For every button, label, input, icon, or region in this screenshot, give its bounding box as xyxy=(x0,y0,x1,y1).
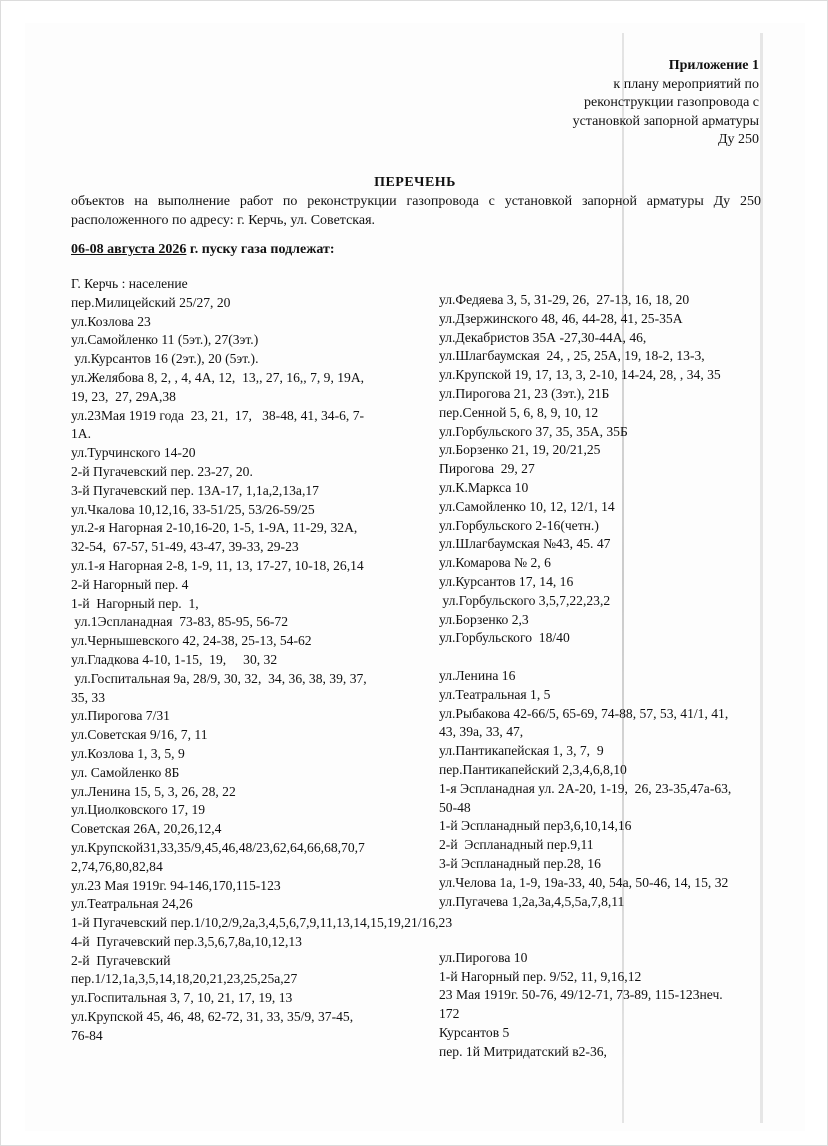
address-line: пер.Сенной 5, 6, 8, 9, 10, 12 xyxy=(439,404,599,420)
address-line: ул.Госпитальная 3, 7, 10, 21, 17, 19, 13 xyxy=(71,990,293,1006)
address-line: 3-й Пугачевский пер. 13А-17, 1,1а,2,13а,17 xyxy=(71,482,319,498)
address-line: ул.2-я Нагорная 2-10,16-20, 1-5, 1-9А, 11-29, 32А, xyxy=(71,520,358,536)
annex-line: к плану мероприятий по xyxy=(613,76,759,92)
address-line: ул.Самойленко 10, 12, 12/1, 14 xyxy=(439,498,615,514)
address-line: ул.Крупской 19, 17, 13, 3, 2-10, 14-24, 28, , 34, 35 xyxy=(439,367,721,383)
address-line: Советская 26А, 20,26,12,4 xyxy=(71,821,222,837)
address-line: ул.Козлова 1, 3, 5, 9 xyxy=(71,745,185,761)
address-line: пер.Пантикапейский 2,3,4,6,8,10 xyxy=(439,761,627,777)
address-line: 1-й Нагорный пер. 9/52, 11, 9,16,12 xyxy=(439,968,642,984)
address-line: 172 xyxy=(439,1006,460,1022)
address-line: Курсантов 5 xyxy=(439,1025,510,1041)
address-line: 3-й Эспланадный пер.28, 16 xyxy=(439,855,601,871)
address-line: ул.Ленина 16 xyxy=(439,667,516,683)
address-line: ул.1-я Нагорная 2-8, 1-9, 11, 13, 17-27, 10-18, 26,14 xyxy=(71,557,364,573)
address-line: ул.Курсантов 16 (2эт.), 20 (5эт.). xyxy=(71,351,259,367)
address-line: 19, 23, 27, 29А,38 xyxy=(71,388,176,404)
document-title: ПЕРЕЧЕНЬ xyxy=(374,175,456,190)
address-line: 1-я Эспланадная ул. 2А-20, 1-19, 26, 23-35,47а-63, xyxy=(439,780,732,796)
right-address-column xyxy=(439,291,789,1062)
date-bold: 06-08 августа 2026 xyxy=(71,242,187,257)
address-line: 32-54, 67-57, 51-49, 43-47, 39-33, 29-23 xyxy=(71,539,299,555)
address-line xyxy=(439,930,789,949)
address-line: ул.Челова 1а, 1-9, 19а-33, 40, 54а, 50-46, 14, 15, 32 xyxy=(439,874,729,890)
address-line: ул.Пирогова 7/31 xyxy=(71,708,170,724)
address-line: Г. Керчь : население xyxy=(71,276,188,291)
date-line xyxy=(71,242,335,258)
address-line: ул.Курсантов 17, 14, 16 xyxy=(439,573,574,589)
address-line: ул.Декабристов 35А -27,30-44А, 46, xyxy=(439,329,647,345)
address-line: ул.К.Маркса 10 xyxy=(439,479,529,495)
address-line: ул.Советская 9/16, 7, 11 xyxy=(71,727,208,743)
address-line: 2-й Пугачевский xyxy=(71,952,171,968)
address-line: ул.Горбульского 3,5,7,22,23,2 xyxy=(439,592,611,608)
left-address-column xyxy=(71,275,453,1046)
address-line: пер.1/12,1а,3,5,14,18,20,21,23,25,25а,27 xyxy=(71,971,298,987)
address-line: 23 Мая 1919г. 50-76, 49/12-71, 73-89, 115-123неч. xyxy=(439,987,723,1003)
address-line: ул.Крупской31,33,35/9,45,46,48/23,62,64,66,68,70,7 xyxy=(71,839,365,855)
address-line: ул.Борзенко 21, 19, 20/21,25 xyxy=(439,442,601,458)
address-line: ул.Госпитальная 9а, 28/9, 30, 32, 34, 36, 38, 39, 37, xyxy=(71,670,367,686)
address-line: ул.Пугачева 1,2а,3а,4,5,5а,7,8,11 xyxy=(439,893,625,909)
address-line: ул.Борзенко 2,3 xyxy=(439,611,529,627)
address-line: ул.Пантикапейская 1, 3, 7, 9 xyxy=(439,743,604,759)
document-page xyxy=(25,23,805,1131)
address-line: ул.Гладкова 4-10, 1-15, 19, 30, 32 xyxy=(71,651,278,667)
address-line: ул.Чкалова 10,12,16, 33-51/25, 53/26-59/25 xyxy=(71,501,315,517)
address-line: ул.Рыбакова 42-66/5, 65-69, 74-88, 57, 53, 41/1, 41, xyxy=(439,705,729,721)
date-rest: г. пуску газа подлежат: xyxy=(186,242,335,257)
address-line: 1-й Нагорный пер. 1, xyxy=(71,595,199,611)
address-line: 35, 33 xyxy=(71,689,105,705)
address-line: ул.Комарова № 2, 6 xyxy=(439,555,551,571)
address-line: ул.Горбульского 18/40 xyxy=(439,630,570,646)
address-line: ул.Пирогова 21, 23 (3эт.), 21Б xyxy=(439,385,610,401)
annex-line: установкой запорной арматуры xyxy=(572,113,759,129)
address-line: Пирогова 29, 27 xyxy=(439,461,535,477)
address-line: 43, 39а, 33, 47, xyxy=(439,724,524,740)
address-line: ул.Театральная 1, 5 xyxy=(439,686,551,702)
address-line: 2-й Эспланадный пер.9,11 xyxy=(439,837,594,853)
address-line: ул. Самойленко 8Б xyxy=(71,764,180,780)
address-line: 4-й Пугачевский пер.3,5,6,7,8а,10,12,13 xyxy=(71,933,302,949)
address-line: пер. 1й Митридатский в2-36, xyxy=(439,1043,607,1059)
address-line: ул.Чернышевского 42, 24-38, 25-13, 54-62 xyxy=(71,633,312,649)
address-line: ул.Крупской 45, 46, 48, 62-72, 31, 33, 35/9, 37-45, xyxy=(71,1009,354,1025)
address-line: 1А. xyxy=(71,426,92,442)
address-line xyxy=(439,911,789,930)
address-line: ул.1Эспланадная 73-83, 85-95, 56-72 xyxy=(71,614,288,630)
address-line: ул.Театральная 24,26 xyxy=(71,896,193,912)
address-line: ул.Шлагбаумская 24, , 25, 25А, 19, 18-2, 13-3, xyxy=(439,348,705,364)
address-line: ул.Ленина 15, 5, 3, 26, 28, 22 xyxy=(71,783,236,799)
address-line: ул.23Мая 1919 года 23, 21, 17, 38-48, 41, 34-6, 7- xyxy=(71,407,365,423)
annex-line: Ду 250 xyxy=(717,132,759,147)
annex-title: Приложение 1 xyxy=(668,58,759,73)
address-line: 50-48 xyxy=(439,799,471,815)
address-line: 2,74,76,80,82,84 xyxy=(71,858,163,874)
address-line: ул.Пирогова 10 xyxy=(439,949,528,965)
address-line: ул.Козлова 23 xyxy=(71,313,151,329)
address-line: 2-й Пугачевский пер. 23-27, 20. xyxy=(71,463,253,479)
address-line: ул.Турчинского 14-20 xyxy=(71,445,196,461)
address-line: ул.Шлагбаумская №43, 45. 47 xyxy=(439,536,611,552)
address-line: ул.Федяева 3, 5, 31-29, 26, 27-13, 16, 18, 20 xyxy=(439,292,690,307)
address-line: 1-й Пугачевский пер.1/10,2/9,2а,3,4,5,6,7,9,11,13,14,15,19,21/16,23 xyxy=(71,915,453,931)
address-line: ул.Горбульского 2-16(четн.) xyxy=(439,517,599,533)
address-line: пер.Милицейский 25/27, 20 xyxy=(71,294,231,310)
address-line: 2-й Нагорный пер. 4 xyxy=(71,576,189,592)
address-line: 76-84 xyxy=(71,1027,103,1043)
address-line: ул.23 Мая 1919г. 94-146,170,115-123 xyxy=(71,877,281,893)
address-line: ул.Самойленко 11 (5эт.), 27(3эт.) xyxy=(71,332,259,348)
annex-line: реконструкции газопровода с xyxy=(584,95,759,110)
address-line: ул.Горбульского 37, 35, 35А, 35Б xyxy=(439,423,628,439)
annex-header xyxy=(529,57,759,150)
document-intro: объектов на выполнение работ по реконструкции газопровода с установкой запорной арматуры Ду 250 расположенного по адресу: г. Керчь, ул. Советская. xyxy=(71,194,761,228)
address-line: 1-й Эспланадный пер3,6,10,14,16 xyxy=(439,818,632,834)
address-line: ул.Дзержинского 48, 46, 44-28, 41, 25-35А xyxy=(439,310,683,326)
address-line xyxy=(439,648,789,667)
address-line: ул.Циолковского 17, 19 xyxy=(71,802,206,818)
address-line: ул.Желябова 8, 2, , 4, 4А, 12, 13,, 27, 16,, 7, 9, 19А, xyxy=(71,369,365,385)
